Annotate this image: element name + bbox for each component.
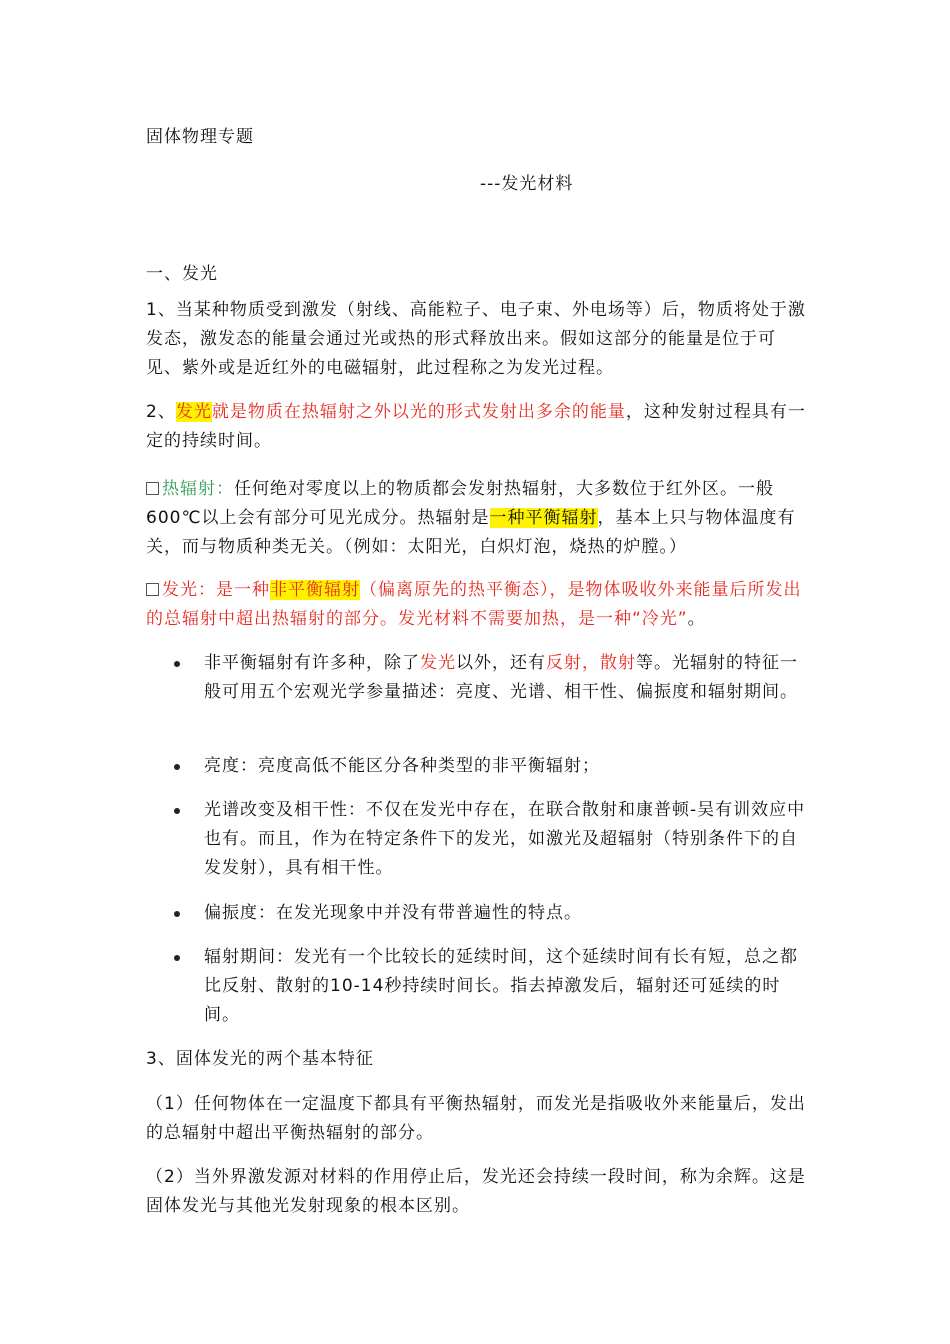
paragraph-1: 1、当某种物质受到激发（射线、高能粒子、电子束、外电场等）后，物质将处于激发态，激发态的能量会通过光或热的形式释放出来。假如这部分的能量是位于可见、紫外或是近红外的电磁辐射，此过程称之为发光过程。 [146,300,806,378]
checkbox-icon [146,583,159,596]
document-title: 固体物理专题 [146,127,254,147]
paragraph-3-heading: 3、固体发光的两个基本特征 [146,1049,374,1069]
bullet-icon [174,764,180,770]
bullet-item [172,899,812,928]
luminescence-text-2: （偏离原先的热平衡态），是物体吸收外来能量后所发出的总辐射中超出热辐射的部分。发光材料不需要加热，是一种“冷光” [146,580,802,629]
thermal-text-2: ，基本上只与物体温度有关，而与物质种类无关。（例如：太阳光，白炽灯泡，烧热的炉膛。） [146,508,796,557]
luminescence-definition: 就是物质在热辐射之外以光的形式发射出多余的能量 [211,402,626,422]
bullet-1-red-1: 发光 [420,653,456,673]
bullet-list [172,752,812,781]
bullet-item [172,649,812,707]
luminescence-paragraph [146,576,810,634]
paragraph-2-prefix: 2、 [146,402,176,422]
paragraph-2-rest: ，这种发射过程具有一定的持续时间。 [146,402,806,451]
bullet-2-text: 亮度：亮度高低不能区分各种类型的非平衡辐射； [204,756,600,776]
paragraph-3-item-2: （2）当外界激发源对材料的作用停止后，发光还会持续一段时间，称为余辉。这是固体发光与其他光发射现象的根本区别。 [146,1167,806,1216]
bullet-list [172,796,812,883]
bullet-list [172,899,812,928]
bullet-1-text-3: 等。光辐射的特征一般可用五个宏观光学参量描述：亮度、光谱、相干性、偏振度和辐射期间。 [204,653,798,702]
bullet-5-text: 辐射期间：发光有一个比较长的延续时间，这个延续时间有长有短，总之都比反射、散射的10-14秒持续时间长。指去掉激发后，辐射还可延续的时间。 [204,947,798,1025]
bullet-icon [174,911,180,917]
luminescence-text-1: 是一种 [216,580,270,600]
non-equilibrium-highlight: 非平衡辐射 [270,580,360,600]
bullet-item [172,943,812,1030]
bullet-1-text-1: 非平衡辐射有许多种，除了 [204,653,420,673]
bullet-list [172,943,812,1030]
bullet-list [172,649,812,707]
thermal-radiation-paragraph [146,475,810,562]
equilibrium-radiation-highlight: 一种平衡辐射 [489,508,598,528]
bullet-icon [174,955,180,961]
bullet-1-text-2: 以外，还有 [456,653,546,673]
bullet-3-text: 光谱改变及相干性：不仅在发光中存在，在联合散射和康普顿-吴有训效应中也有。而且，作为在特定条件下的发光，如激光及超辐射（特别条件下的自发发射），具有相干性。 [204,800,806,878]
luminescence-period: 。 [687,609,706,629]
luminescence-term: 发光 [175,402,212,422]
paragraph-2 [146,398,810,456]
document-subtitle: ---发光材料 [480,174,574,194]
checkbox-icon [146,482,159,495]
paragraph-3-item-1: （1）任何物体在一定温度下都具有平衡热辐射，而发光是指吸收外来能量后，发出的总辐射中超出平衡热辐射的部分。 [146,1094,806,1143]
bullet-icon [174,808,180,814]
bullet-icon [174,661,180,667]
thermal-radiation-label: 热辐射： [162,479,234,499]
luminescence-label: 发光： [162,580,216,600]
bullet-4-text: 偏振度：在发光现象中并没有带普遍性的特点。 [204,903,582,923]
thermal-text-1: 任何绝对零度以上的物质都会发射热辐射，大多数位于红外区。一般600℃以上会有部分可见光成分。热辐射是 [146,479,774,528]
section-heading: 一、发光 [146,264,218,284]
bullet-item [172,752,812,781]
bullet-item [172,796,812,883]
bullet-1-red-2: 反射，散射 [546,653,636,673]
